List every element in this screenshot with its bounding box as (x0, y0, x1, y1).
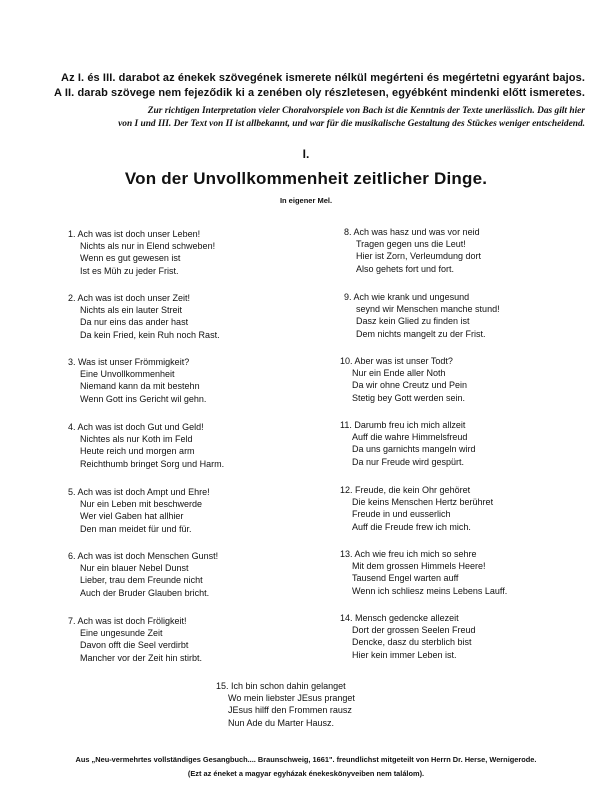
german-intro-line-1: Zur richtigen Interpretation vieler Choralvorspiele von Bach ist die Kenntnis der Texte unerlässlich. Das gilt hier (147, 106, 585, 116)
verse-line: 14. Mensch gedencke allezeit (340, 613, 459, 623)
verse-7 (68, 615, 202, 664)
verse-line: Dasz kein Glied zu finden ist (356, 316, 470, 327)
verse-line: Da nur eins das ander hast (80, 317, 189, 328)
verse-line: 7. Ach was ist doch Fröligkeit! (68, 616, 187, 626)
verse-2 (68, 292, 220, 341)
verse-line: Nun Ade du Marter Hausz. (228, 717, 335, 728)
verse-line: 8. Ach was hasz und was vor neid (344, 227, 480, 237)
verse-line: Nur ein Leben mit beschwerde (80, 499, 203, 510)
verse-line: Mancher vor der Zeit hin stirbt. (80, 652, 203, 663)
verse-line: Eine ungesunde Zeit (80, 628, 163, 639)
verse-line: Dort der grossen Seelen Freud (352, 625, 476, 636)
verse-line: Tausend Engel warten auff (352, 573, 459, 584)
verse-5 (68, 486, 210, 535)
verse-14 (340, 612, 476, 661)
verse-line: 13. Ach wie freu ich mich so sehre (340, 549, 477, 559)
verse-1 (68, 228, 215, 277)
verse-line: Eine Unvollkommenheit (80, 369, 175, 380)
verse-line: 11. Darumb freu ich mich allzeit (340, 420, 466, 430)
verse-line: 3. Was ist unser Frömmigkeit? (68, 357, 190, 367)
verse-line: 1. Ach was ist doch unser Leben! (68, 229, 201, 239)
verse-line: Den man meidet für und für. (80, 523, 192, 534)
verse-line: Nichtes als nur Koth im Feld (80, 434, 193, 445)
verse-9 (344, 291, 500, 340)
verse-12 (340, 484, 493, 533)
verse-line: Reichthumb bringet Sorg und Harm. (80, 458, 225, 469)
verse-line: 9. Ach wie krank und ungesund (344, 292, 470, 302)
hymn-title: Von der Unvollkommenheit zeitlicher Dinge. (124, 169, 488, 188)
verse-line: Da kein Fried, kein Ruh noch Rast. (80, 329, 220, 340)
verse-line: Wenn ich schliesz meins Lebens Lauff. (352, 585, 508, 596)
verse-8 (344, 226, 481, 275)
verse-line: Dencke, dasz du sterblich bist (352, 637, 472, 648)
verse-line: Tragen gegen uns die Leut! (356, 239, 466, 250)
verse-line: Nur ein Ende aller Noth (352, 368, 446, 379)
verse-line: 5. Ach was ist doch Ampt und Ehre! (68, 487, 210, 497)
verse-line: 6. Ach was ist doch Menschen Gunst! (68, 551, 219, 561)
verse-line: Hier ist Zorn, Verleumdung dort (356, 251, 482, 262)
verse-line: Auff die Freude frew ich mich. (352, 521, 471, 532)
verse-line: Hier kein immer Leben ist. (352, 649, 457, 660)
verse-line: Da wir ohne Creutz und Pein (352, 380, 468, 391)
hungarian-intro-line-2: A II. darab szövege nem fejeződik ki a zenében oly részletesen, egyébként mindenki előtt ismeretes. (54, 87, 585, 99)
verse-line: 4. Ach was ist doch Gut und Geld! (68, 422, 204, 432)
hymnal-note: (Ezt az éneket a magyar egyházak énekeskönyveiben nem találom). (187, 769, 425, 778)
verse-line: Da nur Freude wird gespürt. (352, 456, 465, 467)
verse-4 (68, 421, 224, 470)
verse-line: JEsus hilff den Frommen rausz (228, 705, 352, 716)
hungarian-intro-line-1: Az I. és III. darabot az énekek szövegének ismerete nélkül megérteni és megértetni egyaránt bajos. (61, 72, 585, 84)
verse-line: Davon offt die Seel verdirbt (80, 640, 189, 651)
verse-10 (340, 355, 467, 404)
verse-line: Nichts als ein lauter Streit (80, 305, 183, 316)
verse-line: Stetig bey Gott werden sein. (352, 392, 466, 403)
verse-line: seynd wir Menschen manche stund! (356, 304, 500, 315)
verse-line: Wo mein liebster JEsus pranget (228, 693, 355, 704)
source-footnote: Aus „Neu-vermehrtes vollständiges Gesangbuch.... Braunschweig, 1661". freundlichst mitgeteilt von Herrn Dr. Herse, Wernigerode. (75, 755, 537, 764)
verse-13 (340, 548, 507, 597)
verse-line: Auch der Bruder Glauben bricht. (80, 587, 210, 598)
verse-6 (68, 550, 218, 599)
verse-15 (216, 680, 355, 729)
verse-line: Also gehets fort und fort. (356, 263, 455, 274)
melody-note: In eigener Mel. (279, 196, 333, 205)
verse-line: Heute reich und morgen arm (80, 446, 195, 457)
section-numeral: I. (302, 147, 310, 161)
verse-line: 10. Aber was ist unser Todt? (340, 356, 453, 366)
verse-line: 12. Freude, die kein Ohr gehöret (340, 485, 471, 495)
verse-line: Freude in und eusserlich (352, 509, 451, 520)
verse-line: Niemand kann da mit bestehn (80, 381, 200, 392)
verse-line: Wenn es gut gewesen ist (80, 253, 181, 264)
verse-line: 2. Ach was ist doch unser Zeit! (68, 293, 191, 303)
verse-line: Ist es Müh zu jeder Frist. (80, 265, 179, 276)
verse-line: Da uns garnichts mangeln wird (352, 444, 476, 455)
verse-line: Nur ein blauer Nebel Dunst (80, 563, 189, 574)
verse-line: Auff die wahre Himmelsfreud (352, 432, 468, 443)
german-intro-line-2: von I und III. Der Text von II ist allbekannt, und war für die musikalische Gestaltung des Stückes weniger entscheidend. (118, 119, 585, 129)
verse-line: Wer viel Gaben hat allhier (80, 511, 184, 522)
verse-11 (340, 419, 476, 468)
verse-3 (68, 356, 206, 405)
verse-line: Nichts als nur in Elend schweben! (80, 241, 216, 252)
verse-line: Die keins Menschen Hertz berühret (352, 497, 494, 508)
verse-line: Mit dem grossen Himmels Heere! (352, 561, 486, 572)
verse-line: Lieber, trau dem Freunde nicht (80, 575, 203, 586)
verse-line: 15. Ich bin schon dahin gelanget (216, 681, 346, 691)
verse-line: Wenn Gott ins Gericht wil gehn. (80, 393, 207, 404)
verse-line: Dem nichts mangelt zu der Frist. (356, 328, 486, 339)
